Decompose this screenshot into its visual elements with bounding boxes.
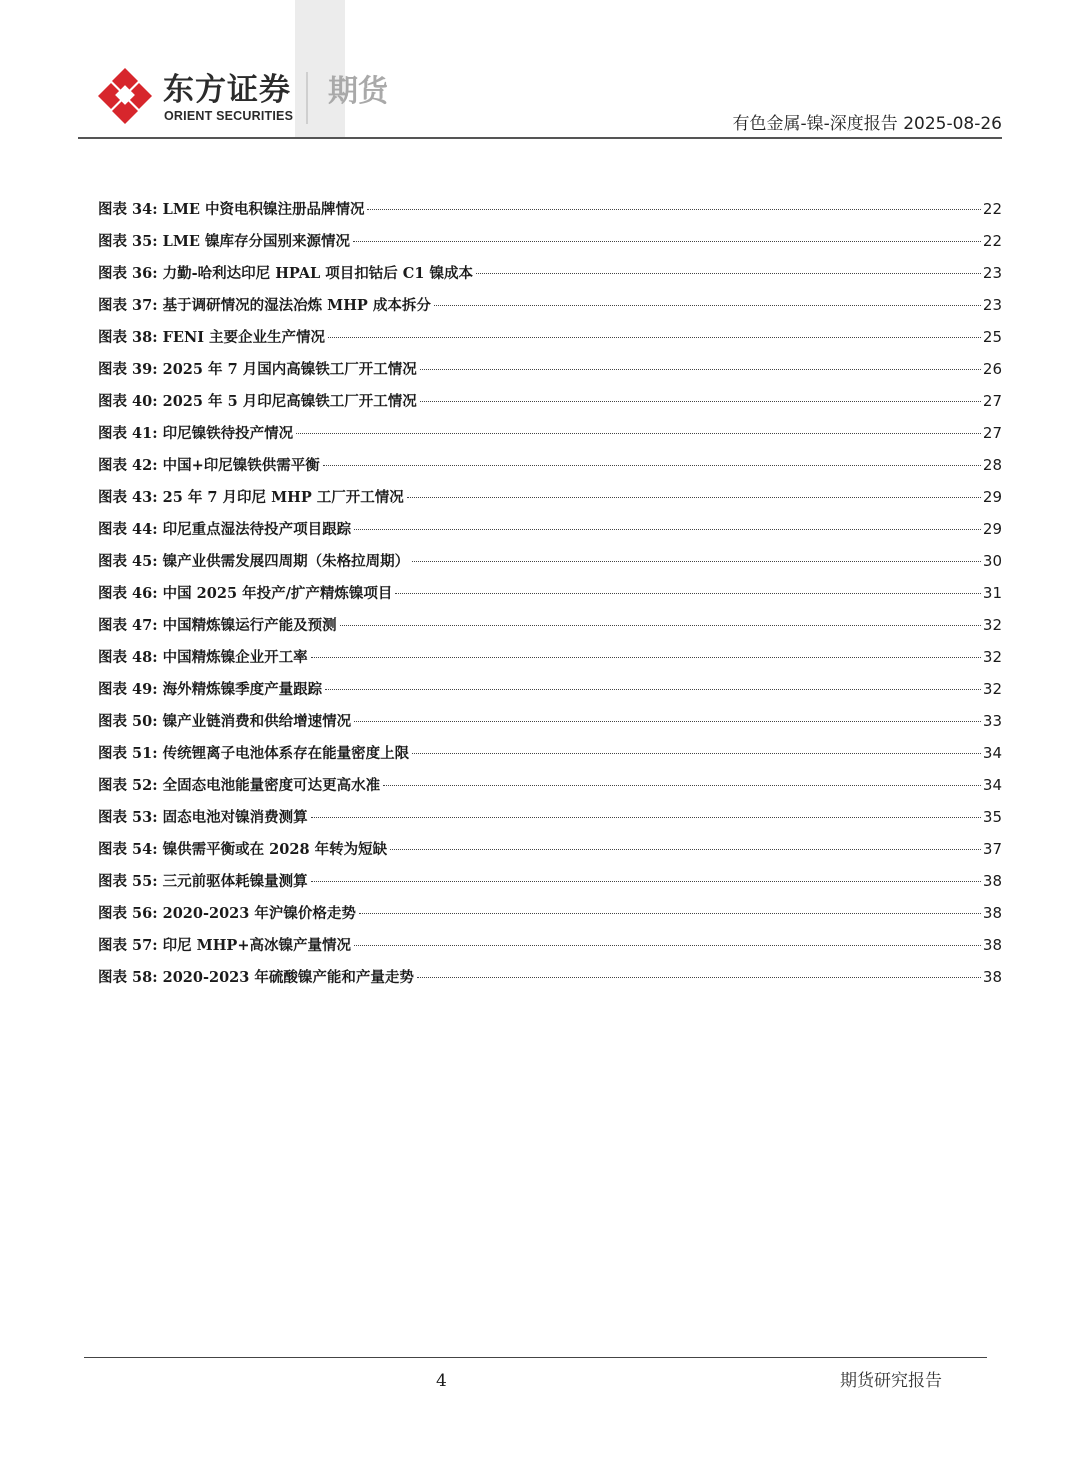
toc-entry[interactable] <box>98 613 1002 645</box>
toc-dot-leader <box>367 209 980 210</box>
brand-name-cn: 东方证券 <box>163 72 291 108</box>
toc-entry-page: 29 <box>982 488 1002 506</box>
toc-entry-page: 23 <box>982 296 1002 314</box>
toc-entry-label: 图表 36: 力勤-哈利达印尼 HPAL 项目扣钴后 C1 镍成本 <box>98 265 473 282</box>
toc-dot-leader <box>353 241 981 242</box>
toc-entry[interactable] <box>98 293 1002 325</box>
report-meta: 有色金属-镍-深度报告 2025-08-26 <box>732 114 1002 134</box>
toc-entry-page: 31 <box>982 584 1002 602</box>
toc-entry-page: 25 <box>982 328 1002 346</box>
toc-entry-label: 图表 44: 印尼重点湿法待投产项目跟踪 <box>98 521 352 538</box>
toc-entry-page: 30 <box>982 552 1002 570</box>
toc-entry[interactable] <box>98 773 1002 805</box>
table-of-figures <box>98 197 1002 997</box>
toc-entry[interactable] <box>98 805 1002 837</box>
toc-entry-page: 38 <box>982 904 1002 922</box>
toc-entry[interactable] <box>98 261 1002 293</box>
header-gray-band <box>295 0 345 138</box>
toc-entry-page: 32 <box>982 616 1002 634</box>
toc-dot-leader <box>296 433 981 434</box>
toc-dot-leader <box>328 337 981 338</box>
toc-dot-leader <box>354 945 981 946</box>
toc-dot-leader <box>354 721 981 722</box>
toc-entry[interactable] <box>98 645 1002 677</box>
toc-entry[interactable] <box>98 741 1002 773</box>
toc-dot-leader <box>420 401 981 402</box>
toc-entry-page: 27 <box>982 392 1002 410</box>
toc-entry[interactable] <box>98 325 1002 357</box>
toc-entry-page: 26 <box>982 360 1002 378</box>
toc-entry-page: 32 <box>982 680 1002 698</box>
toc-entry-page: 32 <box>982 648 1002 666</box>
header-divider <box>306 72 308 124</box>
toc-entry-label: 图表 42: 中国+印尼镍铁供需平衡 <box>98 457 320 474</box>
toc-entry-page: 37 <box>982 840 1002 858</box>
toc-dot-leader <box>395 593 981 594</box>
toc-entry-page: 27 <box>982 424 1002 442</box>
toc-entry-page: 22 <box>982 232 1002 250</box>
toc-entry[interactable] <box>98 421 1002 453</box>
toc-entry-page: 38 <box>982 872 1002 890</box>
toc-entry-label: 图表 58: 2020-2023 年硫酸镍产能和产量走势 <box>98 969 414 986</box>
toc-dot-leader <box>311 817 981 818</box>
toc-entry-label: 图表 46: 中国 2025 年投产/扩产精炼镍项目 <box>98 585 393 602</box>
toc-dot-leader <box>412 561 981 562</box>
toc-entry-page: 35 <box>982 808 1002 826</box>
toc-entry[interactable] <box>98 357 1002 389</box>
toc-entry-page: 38 <box>982 968 1002 986</box>
toc-entry-label: 图表 34: LME 中资电积镍注册品牌情况 <box>98 201 365 218</box>
toc-entry[interactable] <box>98 389 1002 421</box>
toc-dot-leader <box>325 689 981 690</box>
toc-dot-leader <box>383 785 981 786</box>
toc-entry[interactable] <box>98 229 1002 261</box>
toc-entry-label: 图表 50: 镍产业链消费和供给增速情况 <box>98 713 352 730</box>
toc-entry-page: 23 <box>982 264 1002 282</box>
toc-entry[interactable] <box>98 709 1002 741</box>
toc-dot-leader <box>323 465 981 466</box>
toc-entry-label: 图表 41: 印尼镍铁待投产情况 <box>98 425 294 442</box>
toc-entry-label: 图表 39: 2025 年 7 月国内高镍铁工厂开工情况 <box>98 361 417 378</box>
header-rule <box>78 137 1002 139</box>
toc-entry-label: 图表 51: 传统锂离子电池体系存在能量密度上限 <box>98 745 410 762</box>
toc-entry-label: 图表 56: 2020-2023 年沪镍价格走势 <box>98 905 356 922</box>
toc-entry-label: 图表 54: 镍供需平衡或在 2028 年转为短缺 <box>98 841 388 858</box>
toc-dot-leader <box>390 849 981 850</box>
toc-dot-leader <box>476 273 981 274</box>
toc-entry-page: 34 <box>982 744 1002 762</box>
toc-entry[interactable] <box>98 549 1002 581</box>
toc-dot-leader <box>407 497 981 498</box>
toc-dot-leader <box>417 977 981 978</box>
toc-dot-leader <box>359 913 981 914</box>
footer-title: 期货研究报告 <box>840 1371 942 1391</box>
brand-name-en: ORIENT SECURITIES <box>164 109 294 123</box>
toc-entry[interactable] <box>98 933 1002 965</box>
toc-entry[interactable] <box>98 837 1002 869</box>
toc-dot-leader <box>420 369 981 370</box>
toc-entry-page: 29 <box>982 520 1002 538</box>
toc-dot-leader <box>354 529 981 530</box>
toc-entry-label: 图表 48: 中国精炼镍企业开工率 <box>98 649 308 666</box>
toc-dot-leader <box>340 625 981 626</box>
footer-rule <box>84 1357 987 1358</box>
toc-entry-page: 33 <box>982 712 1002 730</box>
toc-entry-label: 图表 38: FENI 主要企业生产情况 <box>98 329 326 346</box>
toc-entry-label: 图表 47: 中国精炼镍运行产能及预测 <box>98 617 337 634</box>
orient-securities-logo-icon <box>98 68 152 128</box>
toc-entry-page: 38 <box>982 936 1002 954</box>
toc-entry-label: 图表 40: 2025 年 5 月印尼高镍铁工厂开工情况 <box>98 393 417 410</box>
toc-entry[interactable] <box>98 197 1002 229</box>
toc-entry-label: 图表 45: 镍产业供需发展四周期（朱格拉周期） <box>98 553 410 570</box>
toc-dot-leader <box>412 753 981 754</box>
toc-entry[interactable] <box>98 517 1002 549</box>
toc-dot-leader <box>311 657 981 658</box>
toc-entry-page: 22 <box>982 200 1002 218</box>
toc-entry[interactable] <box>98 677 1002 709</box>
toc-entry-label: 图表 52: 全固态电池能量密度可达更高水准 <box>98 777 381 794</box>
toc-entry-label: 图表 37: 基于调研情况的湿法冶炼 MHP 成本拆分 <box>98 297 431 314</box>
toc-entry-label: 图表 35: LME 镍库存分国别来源情况 <box>98 233 350 250</box>
toc-entry-label: 图表 55: 三元前驱体耗镍量测算 <box>98 873 308 890</box>
toc-entry[interactable] <box>98 965 1002 997</box>
toc-entry-label: 图表 53: 固态电池对镍消费测算 <box>98 809 308 826</box>
toc-entry-label: 图表 49: 海外精炼镍季度产量跟踪 <box>98 681 323 698</box>
toc-entry[interactable] <box>98 485 1002 517</box>
toc-entry-label: 图表 43: 25 年 7 月印尼 MHP 工厂开工情况 <box>98 489 404 506</box>
toc-entry-label: 图表 57: 印尼 MHP+高冰镍产量情况 <box>98 937 351 954</box>
toc-entry[interactable] <box>98 581 1002 613</box>
division-label: 期货 <box>328 74 388 109</box>
toc-entry-page: 28 <box>982 456 1002 474</box>
toc-dot-leader <box>434 305 981 306</box>
page-number: 4 <box>436 1371 447 1391</box>
toc-entry[interactable] <box>98 453 1002 485</box>
toc-entry-page: 34 <box>982 776 1002 794</box>
toc-entry[interactable] <box>98 869 1002 901</box>
toc-entry[interactable] <box>98 901 1002 933</box>
toc-dot-leader <box>311 881 981 882</box>
